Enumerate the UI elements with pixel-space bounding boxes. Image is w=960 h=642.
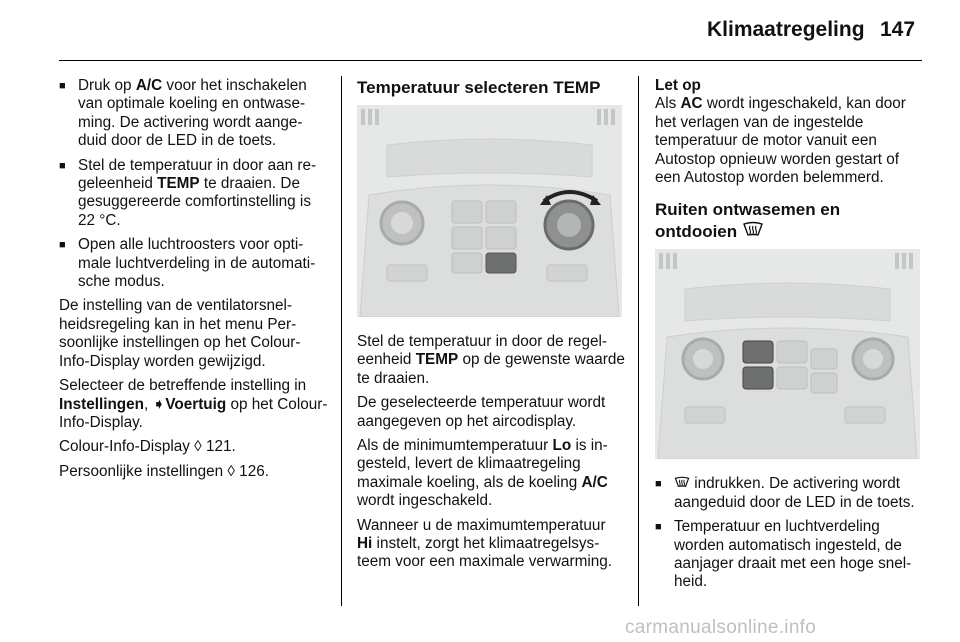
windscreen-defrost-icon xyxy=(742,221,764,237)
page-number: 147 xyxy=(880,18,916,41)
list-item: ■ Druk op A/C voor het inschakelen van optimale koeling en ontwase-ming. De activering wordt aange-duid door de LED in de toets. xyxy=(59,77,329,151)
bullet-list xyxy=(59,77,329,291)
paragraph: De geselecteerde temperatuur wordt aangegeven op het aircodisplay. xyxy=(357,394,606,430)
paragraph: Wanneer u de maximumtemperatuur Hi instelt, zorgt het klimaatregelsys-teem voor een maximale verwarming. xyxy=(357,516,613,571)
page-ref-icon: ◊ xyxy=(227,462,235,480)
cross-reference[interactable]: Persoonlijke instellingen ◊ 126. xyxy=(59,462,269,480)
defrost-illustration xyxy=(655,249,920,459)
column-divider-2 xyxy=(638,76,639,606)
list-item: ■ Temperatuur en luchtverdeling worden automatisch ingesteld, de aanjager draait met een hoge snel-heid. xyxy=(655,518,925,592)
column-3 xyxy=(655,77,925,598)
windscreen-defrost-icon xyxy=(674,476,690,488)
running-title: Klimaatregeling xyxy=(707,18,865,41)
cross-reference[interactable]: Colour-Info-Display ◊ 121. xyxy=(59,438,236,456)
bullet-list xyxy=(655,475,925,591)
climate-panel-drawing xyxy=(357,105,622,317)
arrow-icon: ➧ xyxy=(152,395,166,413)
section-heading: Temperatuur selecteren TEMP xyxy=(357,78,601,97)
column-divider-1 xyxy=(341,76,342,606)
note-box xyxy=(655,77,925,187)
column-2 xyxy=(357,77,625,578)
defrost-panel-drawing xyxy=(655,249,920,459)
page-ref-icon: ◊ xyxy=(194,438,202,456)
list-item: ■ Stel de temperatuur in door aan re-geleenheid TEMP te draaien. De gesuggereerde comfortinstelling is 22 °C. xyxy=(59,157,329,231)
paragraph: Stel de temperatuur in door de regel-eenheid TEMP op de gewenste waarde te draaien. xyxy=(357,333,625,387)
note-heading: Let op xyxy=(655,77,701,94)
paragraph: Selecteer de betreffende instelling in Instellingen, ➧Voertuig op het Colour-Info-Display. xyxy=(59,377,328,431)
temp-control-illustration xyxy=(357,105,622,317)
note-text: Als AC wordt ingeschakeld, kan door het verlagen van de ingestelde temperatuur de motor vanuit een Autostop opnieuw worden gestart of een Autostop worden belemmerd. xyxy=(655,95,906,187)
column-1 xyxy=(59,77,329,487)
paragraph: De instelling van de ventilatorsnel-heidsregeling kan in het menu Per-soonlijke instellingen op het Colour-Info-Display worden gewijzigd. xyxy=(59,297,301,370)
watermark: carmanualsonline.info xyxy=(625,617,817,638)
header-divider xyxy=(59,60,922,61)
list-item: ■ indrukken. De activering wordt aangeduid door de LED in de toets. xyxy=(655,475,925,512)
section-heading: Ruiten ontwasemen en ontdooien xyxy=(655,200,841,242)
paragraph: Als de minimumtemperatuur Lo is in-gesteld, levert de klimaatregeling maximale koeling, als de koeling A/C wordt ingeschakeld. xyxy=(357,437,608,510)
list-item: ■ Open alle luchtroosters voor opti-male luchtverdeling in de automati-sche modus. xyxy=(59,236,329,291)
